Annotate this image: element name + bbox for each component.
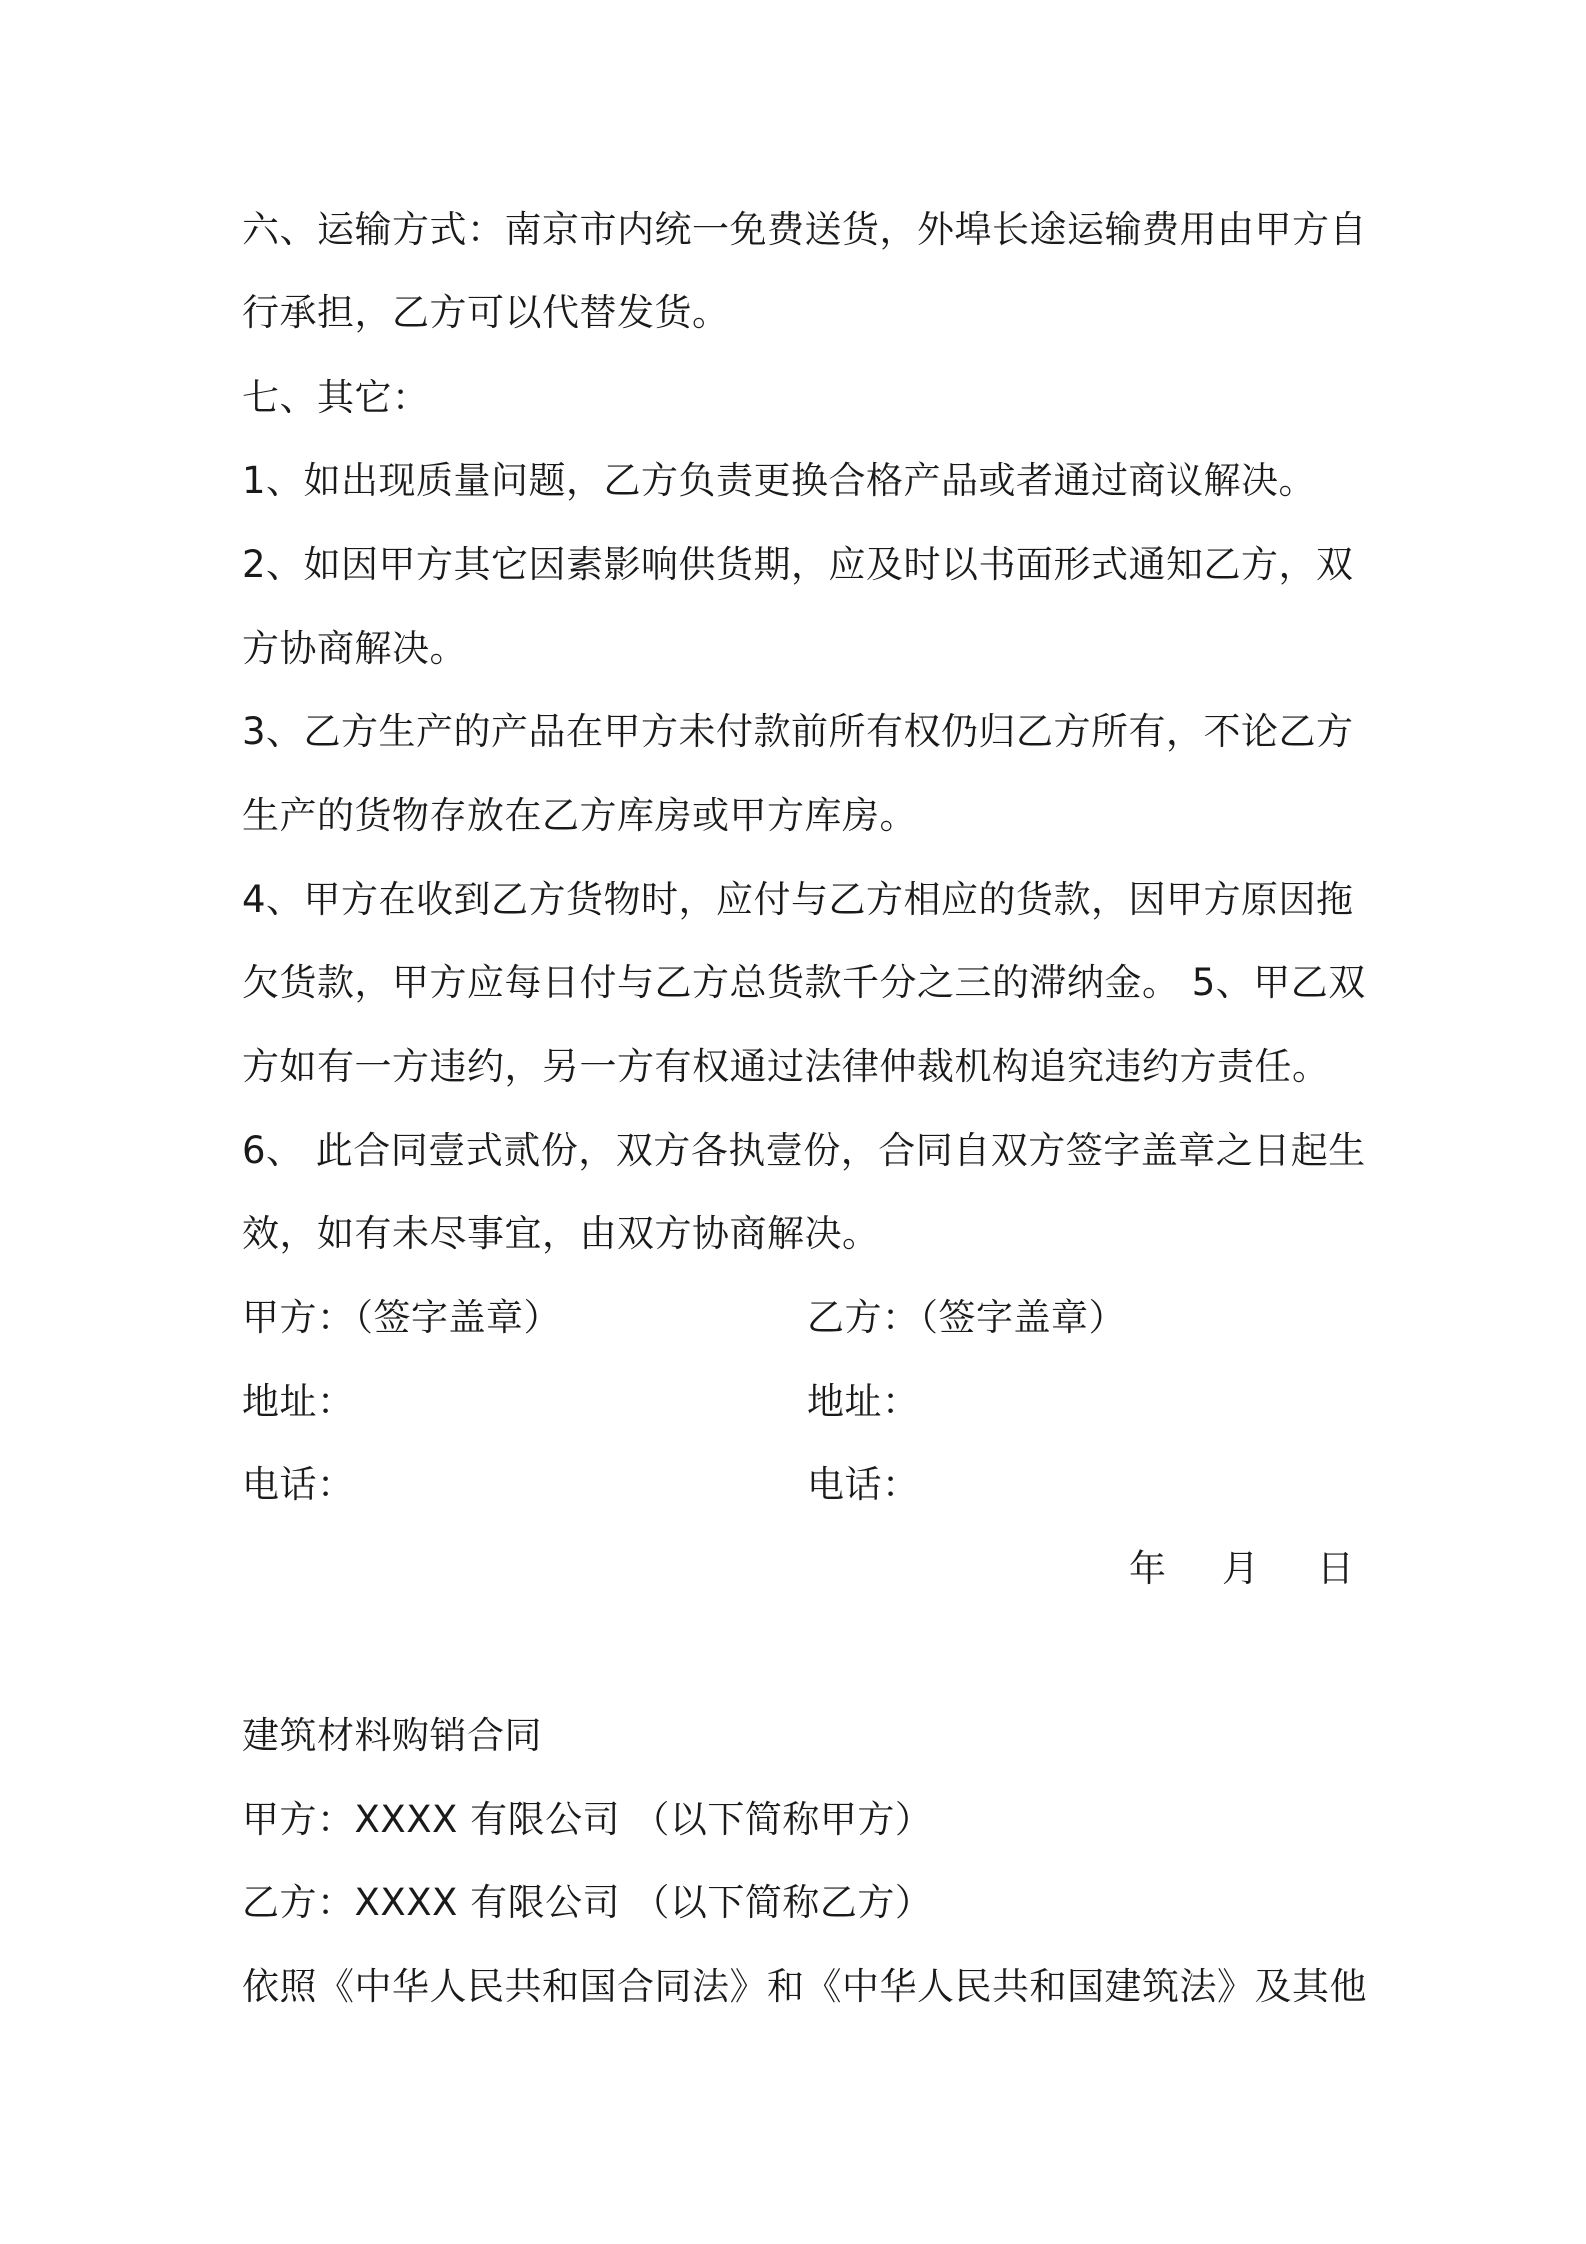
party-b-address: 地址： (807, 1380, 920, 1423)
item-3-line-2: 生产的货物存放在乙方库房或甲方库房。 (242, 794, 917, 837)
contract-party-b: 乙方：XXXX 有限公司 （以下简称乙方） (242, 1881, 933, 1924)
date-month: 月 (1222, 1547, 1259, 1590)
clause-6-line-2: 行承担，乙方可以代替发货。 (242, 291, 730, 334)
party-a-phone: 电话： (242, 1463, 355, 1506)
contract-title: 建筑材料购销合同 (242, 1714, 542, 1757)
date-year: 年 (1129, 1547, 1166, 1590)
item-4-line-2: 欠货款，甲方应每日付与乙方总货款千分之三的滞纳金。 5、甲乙双 (242, 961, 1366, 1004)
item-3-line-1: 3、乙方生产的产品在甲方未付款前所有权仍归乙方所有，不论乙方 (242, 710, 1354, 753)
party-a-sign: 甲方：（签字盖章） (242, 1296, 561, 1339)
party-b-sign: 乙方：（签字盖章） (807, 1296, 1126, 1339)
party-b-phone: 电话： (807, 1463, 920, 1506)
contract-party-a: 甲方：XXXX 有限公司 （以下简称甲方） (242, 1798, 933, 1841)
item-5-line-2: 方如有一方违约，另一方有权通过法律仲裁机构追究违约方责任。 (242, 1045, 1330, 1088)
date-day: 日 (1317, 1547, 1354, 1590)
item-2-line-2: 方协商解决。 (242, 627, 467, 670)
clause-7-heading: 七、其它： (242, 376, 430, 419)
party-a-address: 地址： (242, 1380, 355, 1423)
contract-intro: 依照《中华人民共和国合同法》和《中华人民共和国建筑法》及其他 (242, 1965, 1367, 2008)
item-6-line-2: 效，如有未尽事宜，由双方协商解决。 (242, 1212, 880, 1255)
clause-6-line-1: 六、运输方式：南京市内统一免费送货，外埠长途运输费用由甲方自 (242, 208, 1367, 251)
item-2-line-1: 2、如因甲方其它因素影响供货期，应及时以书面形式通知乙方，双 (242, 543, 1354, 586)
item-4-line-1: 4、甲方在收到乙方货物时，应付与乙方相应的货款，因甲方原因拖 (242, 878, 1354, 921)
item-6-line-1: 6、 此合同壹式贰份，双方各执壹份，合同自双方签字盖章之日起生 (242, 1129, 1366, 1172)
item-1-line-1: 1、如出现质量问题，乙方负责更换合格产品或者通过商议解决。 (242, 459, 1317, 502)
